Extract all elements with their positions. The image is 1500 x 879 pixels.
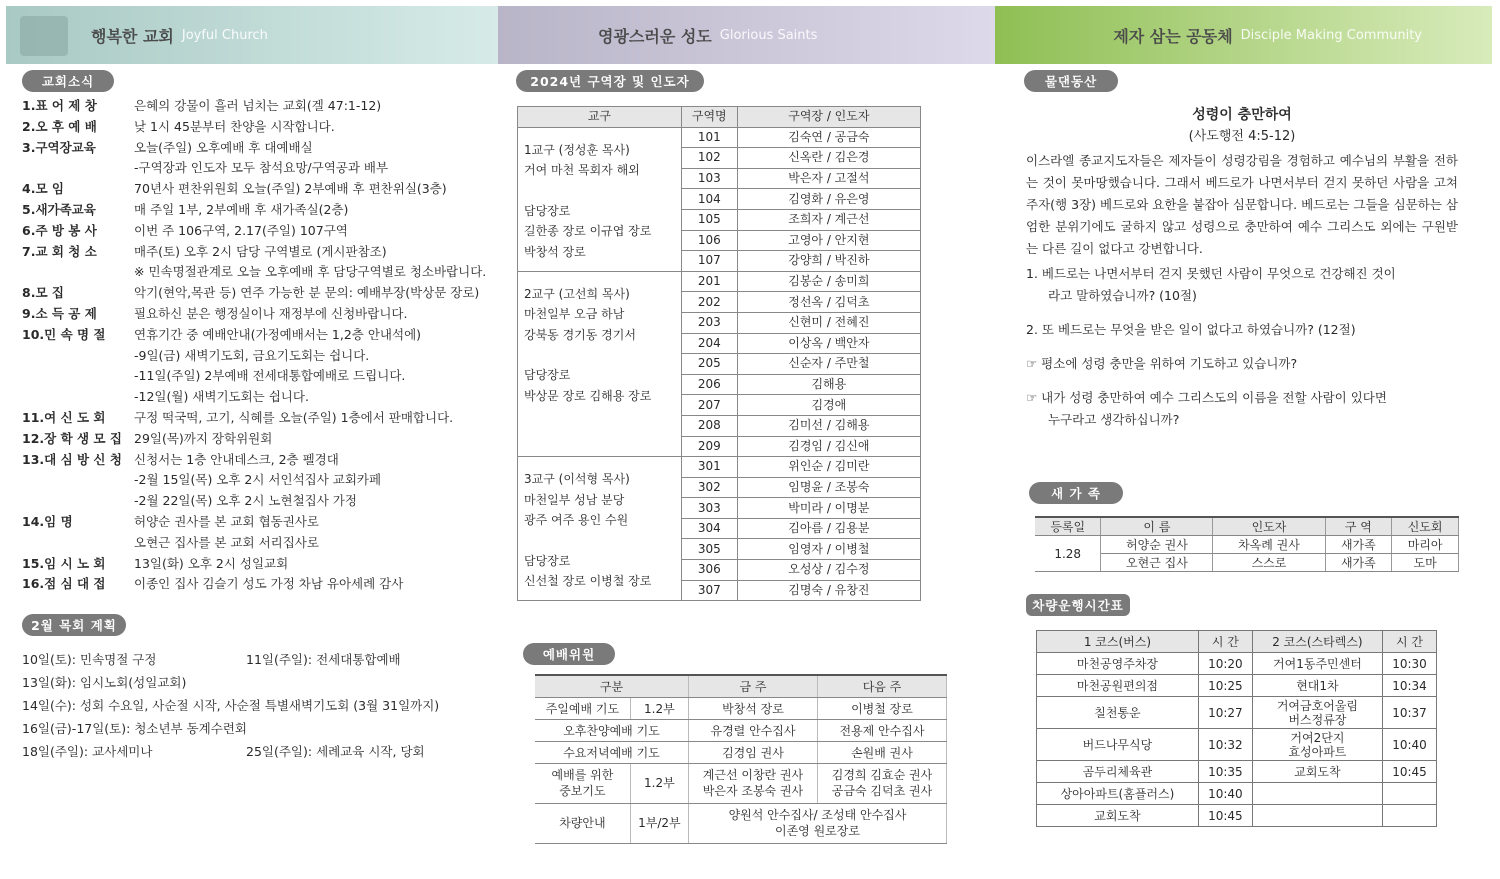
worship-role: 주일예배 기도: [535, 697, 630, 719]
notice-key: 13.대 심 방 신 청: [22, 451, 122, 467]
district-number: 205: [681, 354, 737, 375]
column-header: 이 름: [1101, 517, 1213, 536]
notice-item: [22, 96, 492, 117]
bus-cell: 교회도착: [1252, 761, 1382, 783]
bus-cell: 현대1차: [1252, 675, 1382, 697]
worship-role: 수요저녁예배 기도: [535, 741, 688, 763]
question-1-cont: 라고 말하였습니까? (10절): [1048, 288, 1197, 303]
table-row: [1037, 783, 1437, 805]
worship-person: 손원배 권사: [817, 741, 946, 763]
bus-cell: 거여금호어울림 버스정류장: [1252, 697, 1382, 729]
newcomer-cell: 도마: [1392, 554, 1459, 572]
group-line: [524, 180, 675, 200]
district-leaders: 김명숙 / 유창진: [737, 580, 920, 601]
district-number: 304: [681, 518, 737, 539]
notice-value: 필요하신 분은 행정실이나 재정부에 신청바랍니다.: [134, 305, 408, 321]
group-line: 길한종 장로 이규엽 장로: [524, 224, 652, 239]
study-title: 성령이 충만하여: [1192, 107, 1292, 123]
group-line: 2교구 (고선희 목사): [524, 286, 630, 301]
notice-item: [22, 221, 492, 242]
band-title: 행복한 교회: [91, 26, 174, 46]
worship-committee-table: [535, 674, 947, 844]
bus-cell: 칠천통운: [1037, 697, 1199, 729]
district-number: 105: [681, 209, 737, 230]
question-1: 1. 베드로는 나면서부터 걷지 못했던 사람이 무엇으로 건강해진 것이: [1026, 266, 1396, 281]
band-subtitle: Joyful Church: [181, 27, 268, 43]
table-row: [535, 741, 947, 763]
worship-role: 차량안내: [535, 803, 630, 843]
notice-item: [22, 574, 492, 595]
notice-value: 오늘(주일) 오후예배 후 대예배실: [134, 139, 313, 155]
worship-role: 예배를 위한 중보기도: [535, 763, 630, 803]
newcomer-cell: 새가족: [1325, 554, 1392, 572]
column-header: 구 역: [1325, 517, 1392, 536]
notice-value: 매주(토) 오후 2시 담당 구역별로 (게시판참조): [134, 243, 387, 259]
group-line: [524, 345, 675, 365]
district-group: [518, 457, 682, 601]
notice-key: 8.모 집: [22, 285, 64, 301]
bus-cell: 10:20: [1198, 653, 1252, 675]
district-number: 207: [681, 395, 737, 416]
notice-value: 허양순 권사를 본 교회 협동권사로: [134, 513, 319, 529]
group-line: 강북동 경기동 경기서: [524, 327, 636, 342]
plan-entry: 16일(금)-17일(토): 청소년부 동계수련회: [22, 721, 247, 736]
worship-person: 전용제 안수집사: [817, 719, 946, 741]
table-row: [535, 719, 947, 741]
bus-cell: 교회도착: [1037, 805, 1199, 827]
table-row: [535, 763, 947, 803]
bus-cell: [1252, 783, 1382, 805]
worship-person: 김경임 권사: [688, 741, 817, 763]
section-label-offering: 물댄동산: [1024, 70, 1118, 92]
column-header: 구역명: [681, 107, 737, 128]
bus-cell: 마천공영주차장: [1037, 653, 1199, 675]
notice-value: 29일(목)까지 장학위원회: [134, 430, 273, 446]
column-header: 교구: [518, 107, 682, 128]
column-header: 시 간: [1198, 631, 1252, 653]
table-row: [518, 127, 921, 148]
newcomer-cell: 스스로: [1213, 554, 1325, 572]
bus-cell: [1382, 805, 1436, 827]
group-line: 거여 마천 목회자 해외: [524, 163, 640, 177]
notice-item: [22, 117, 492, 138]
group-line: 신선철 장로 이병철 장로: [524, 574, 652, 589]
bus-schedule-table: [1036, 630, 1437, 827]
notice-key: 10.민 속 명 절: [22, 326, 106, 342]
group-line: 담당장로: [524, 203, 571, 218]
worship-person: 김경희 김효순 권사 공금숙 김덕초 권사: [817, 763, 946, 803]
worship-service: 1부/2부: [630, 803, 688, 843]
bus-cell: 10:27: [1198, 697, 1252, 729]
notice-value: 은혜의 강물이 흘러 넘치는 교회(겔 47:1-12): [134, 98, 382, 113]
district-leaders: 김영화 / 유은영: [737, 189, 920, 210]
group-line: [524, 530, 675, 550]
notice-value: 매 주일 1부, 2부예배 후 새가족실(2층): [134, 201, 349, 217]
notice-continuation: ※ 민속명절관계로 오늘 오후예배 후 담당구역별로 청소바랍니다.: [134, 264, 487, 280]
group-line: 담당장로: [524, 368, 571, 383]
worship-service: 1.2부: [630, 763, 688, 803]
plan-item: [22, 717, 492, 740]
notice-item: [22, 429, 492, 450]
newcomer-cell: 차옥례 권사: [1213, 536, 1325, 554]
notice-item: [22, 512, 492, 533]
district-number: 209: [681, 436, 737, 457]
band-title: 제자 삼는 공동체: [1113, 26, 1233, 46]
district-table: [517, 106, 921, 601]
section-label-feb-plan: 2월 목회 계획: [22, 614, 126, 636]
section-label-notice: 교회소식: [22, 70, 114, 92]
group-line: 담당장로: [524, 553, 571, 568]
table-header-row: [535, 675, 947, 697]
district-number: 104: [681, 189, 737, 210]
notice-key: 16.점 심 대 접: [22, 576, 106, 592]
header-band-joyful-church: [6, 6, 498, 64]
district-leaders: 신옥란 / 김은경: [737, 148, 920, 169]
district-leaders: 오성상 / 김수정: [737, 560, 920, 581]
new-family-table: [1035, 516, 1459, 572]
column-header: 시 간: [1382, 631, 1436, 653]
plan-item: [22, 648, 492, 671]
district-leaders: 이상옥 / 백안자: [737, 333, 920, 354]
group-line: 마천일부 성남 분당: [524, 492, 625, 507]
worship-role: 오후찬양예배 기도: [535, 719, 688, 741]
application-1: ☞ 평소에 성령 충만을 위하여 기도하고 있습니까?: [1026, 356, 1298, 371]
newcomer-cell: 오현근 집사: [1101, 554, 1213, 572]
notice-continuation: 오현근 집사를 본 교회 서리집사로: [134, 534, 319, 550]
bus-cell: 거여2단지 효성아파트: [1252, 729, 1382, 761]
district-number: 303: [681, 498, 737, 519]
notice-continuation: -2월 15일(목) 오후 2시 서인석집사 교회카페: [134, 472, 382, 488]
notice-key: 14.임 명: [22, 513, 73, 529]
table-row: [1037, 805, 1437, 827]
notice-continuation: -2월 22일(목) 오후 2시 노현철집사 가정: [134, 493, 357, 509]
table-row: [1037, 761, 1437, 783]
district-leaders: 임명윤 / 조봉숙: [737, 477, 920, 498]
district-leaders: 신순자 / 주만철: [737, 354, 920, 375]
district-leaders: 임영자 / 이병철: [737, 539, 920, 560]
district-leaders: 김경애: [737, 395, 920, 416]
worship-person: 양원석 안수집사/ 조성태 안수집사 이존영 원로장로: [688, 803, 946, 843]
section-label-new-family: 새 가 족: [1029, 482, 1123, 504]
notice-key: 3.구역장교육: [22, 139, 96, 155]
notice-item: [22, 554, 492, 575]
group-line: 박창석 장로: [524, 244, 586, 259]
district-leaders: 신현미 / 전혜진: [737, 312, 920, 333]
feb-plan-list: [22, 648, 492, 763]
district-number: 305: [681, 539, 737, 560]
study-reference: (사도행전 4:5-12): [1188, 129, 1296, 144]
plan-entry: 13일(화): 임시노회(성일교회): [22, 675, 187, 690]
bus-cell: 버드나무식당: [1037, 729, 1199, 761]
column-header: 구분: [535, 675, 688, 697]
notice-key: 5.새가족교육: [22, 201, 96, 217]
district-leaders: 정선옥 / 김덕초: [737, 292, 920, 313]
district-leaders: 김숙연 / 공금숙: [737, 127, 920, 148]
worship-person: 유경렬 안수집사: [688, 719, 817, 741]
table-header-row: [1035, 517, 1459, 536]
district-number: 302: [681, 477, 737, 498]
column-header: 인도자: [1213, 517, 1325, 536]
column-header: 1 코스(버스): [1037, 631, 1199, 653]
header-band-glorious-saints: [498, 6, 995, 64]
notice-value: 이번 주 106구역, 2.17(주일) 107구역: [134, 222, 348, 238]
district-number: 201: [681, 271, 737, 292]
bus-cell: 10:37: [1382, 697, 1436, 729]
district-group: [518, 127, 682, 271]
notice-value: 13일(화) 오후 2시 성일교회: [134, 555, 289, 571]
study-body: 이스라엘 종교지도자들은 제자들이 성령강림을 경험하고 예수님의 부활을 전하는 것이 못마땅했습니다. 그래서 베드로가 나면서부터 걷지 못하던 사람을 고쳐주자(행 3장) 베드로와 요한을 붙잡아 심문합니다. 베드로는 그들을 심문하는 삼엄한 분위기에도 굴하지 않고 성령으로 충만하여 예수 그리스도 외에는 구원받는 다른 길이 없다고 강변합니다.: [1026, 153, 1458, 256]
district-number: 107: [681, 251, 737, 272]
worship-person: 계근선 이창란 권사 박은자 조봉숙 권사: [688, 763, 817, 803]
bus-cell: 10:40: [1382, 729, 1436, 761]
bus-cell: 10:40: [1198, 783, 1252, 805]
district-leaders: 강양희 / 박진하: [737, 251, 920, 272]
newcomer-cell: 허양순 권사: [1101, 536, 1213, 554]
column-header: 신도회: [1392, 517, 1459, 536]
notice-continuation: -9일(금) 새벽기도회, 금요기도회는 쉽니다.: [134, 347, 370, 363]
group-line: 박상문 장로 김해용 장로: [524, 388, 652, 403]
district-number: 101: [681, 127, 737, 148]
notice-item: [22, 283, 492, 304]
plan-item: [22, 694, 492, 717]
section-label-bus: 차량운행시간표: [1026, 594, 1130, 616]
group-line: 3교구 (이석형 목사): [524, 472, 630, 487]
notice-value: 구정 떡국떡, 고기, 식혜를 오늘(주일) 1층에서 판매합니다.: [134, 409, 454, 425]
district-number: 103: [681, 168, 737, 189]
notice-value: 이종인 집사 김슬기 성도 가정 차남 유아세례 감사: [134, 576, 404, 592]
district-number: 202: [681, 292, 737, 313]
district-leaders: 박미라 / 이명분: [737, 498, 920, 519]
column-header: 다음 주: [817, 675, 946, 697]
plan-item: [22, 671, 492, 694]
notice-list: [22, 96, 492, 595]
bus-cell: 상아아파트(홈플러스): [1037, 783, 1199, 805]
table-row: [518, 457, 921, 478]
band-subtitle: Glorious Saints: [719, 27, 818, 43]
district-leaders: 김미선 / 김해용: [737, 415, 920, 436]
notice-value: 연휴기간 중 예배안내(가정예배서는 1,2층 안내석에): [134, 326, 422, 342]
notice-key: 1.표 어 제 창: [22, 98, 97, 113]
district-leaders: 위인순 / 김미란: [737, 457, 920, 478]
notice-key: 7.교 회 청 소: [22, 243, 97, 259]
notice-item: [22, 179, 492, 200]
district-number: 106: [681, 230, 737, 251]
district-leaders: 고영아 / 안지현: [737, 230, 920, 251]
table-row: [1037, 729, 1437, 761]
bus-cell: 10:45: [1382, 761, 1436, 783]
plan-entry: 25일(주일): 세례교육 시작, 당회: [246, 744, 425, 759]
plan-entry: 11일(주일): 전세대통합예배: [246, 652, 401, 667]
header-photo: [20, 16, 68, 56]
notice-item: [22, 450, 492, 471]
district-number: 301: [681, 457, 737, 478]
bus-cell: 10:30: [1382, 653, 1436, 675]
notice-key: 15.임 시 노 회: [22, 555, 106, 571]
district-number: 204: [681, 333, 737, 354]
notice-continuation: -12일(월) 새벽기도회는 쉽니다.: [134, 389, 309, 405]
table-row: [518, 271, 921, 292]
notice-item: [22, 408, 492, 429]
table-row: [1035, 536, 1459, 554]
district-leaders: 조희자 / 계근선: [737, 209, 920, 230]
table-row: [1037, 653, 1437, 675]
notice-continuation: -11일(주일) 2부예배 전세대통합예배로 드립니다.: [134, 368, 406, 384]
application-2-cont: 누구라고 생각하십니까?: [1048, 412, 1180, 427]
bus-cell: [1382, 783, 1436, 805]
notice-value: 신청서는 1층 안내데스크, 2층 펠경대: [134, 451, 339, 467]
district-number: 306: [681, 560, 737, 581]
worship-service: 1.2부: [630, 697, 688, 719]
table-header-row: [1037, 631, 1437, 653]
notice-key: 12.장 학 생 모 집: [22, 430, 122, 446]
bus-cell: 10:45: [1198, 805, 1252, 827]
notice-item: [22, 200, 492, 221]
table-row: [1037, 697, 1437, 729]
column-header: 구역장 / 인도자: [737, 107, 920, 128]
notice-item: [22, 304, 492, 325]
newcomer-cell: 새가족: [1325, 536, 1392, 554]
bus-cell: 거여1동주민센터: [1252, 653, 1382, 675]
district-number: 203: [681, 312, 737, 333]
notice-value: 70년사 편찬위원회 오늘(주일) 2부예배 후 편찬위실(3층): [134, 181, 447, 197]
district-number: 307: [681, 580, 737, 601]
group-line: 광주 여주 용인 수원: [524, 512, 629, 527]
group-line: 마천일부 오금 하남: [524, 307, 625, 322]
bus-cell: [1252, 805, 1382, 827]
column-header: 금 주: [688, 675, 817, 697]
district-number: 206: [681, 374, 737, 395]
plan-entry: 18일(주일): 교사세미나: [22, 744, 153, 759]
group-line: 1교구 (정성훈 목사): [524, 142, 630, 157]
bus-cell: 10:34: [1382, 675, 1436, 697]
question-2: 2. 또 베드로는 무엇을 받은 일이 없다고 하였습니까? (12절): [1026, 322, 1356, 337]
application-2: ☞ 내가 성령 충만하여 예수 그리스도의 이름을 전할 사람이 있다면: [1026, 390, 1387, 405]
district-group: [518, 271, 682, 456]
plan-entry: 10일(토): 민속명절 구정: [22, 652, 157, 667]
notice-key: 2.오 후 예 배: [22, 118, 97, 134]
bus-cell: 10:35: [1198, 761, 1252, 783]
district-leaders: 김경임 / 김신애: [737, 436, 920, 457]
header-band-disciple-community: [995, 6, 1492, 64]
district-number: 208: [681, 415, 737, 436]
notice-item: [22, 242, 492, 263]
band-title: 영광스러운 성도: [598, 26, 712, 46]
table-row: [1037, 675, 1437, 697]
section-label-worship: 예배위원: [523, 643, 615, 665]
district-leaders: 김봉순 / 송미희: [737, 271, 920, 292]
notice-item: [22, 138, 492, 159]
notice-key: 11.여 신 도 회: [22, 409, 106, 425]
worship-person: 박창석 장로: [688, 697, 817, 719]
notice-value: 악기(현악,목관 등) 연주 가능한 분 문의: 예배부장(박상문 장로): [134, 285, 480, 301]
notice-continuation: -구역장과 인도자 모두 참석요망/구역공과 배부: [134, 160, 389, 176]
table-row: [535, 803, 947, 843]
table-header-row: [518, 107, 921, 128]
plan-entry: 14일(수): 성회 수요일, 사순절 시작, 사순절 특별새벽기도회 (3월 31일까지): [22, 698, 440, 713]
notice-key: 9.소 득 공 제: [22, 305, 97, 321]
notice-item: [22, 325, 492, 346]
registration-date: 1.28: [1035, 536, 1101, 572]
plan-item: [22, 740, 492, 763]
column-header: 등록일: [1035, 517, 1101, 536]
bus-cell: 마천공원편의점: [1037, 675, 1199, 697]
section-label-district: 2024년 구역장 및 인도자: [516, 70, 704, 92]
bus-cell: 10:25: [1198, 675, 1252, 697]
notice-key: 6.주 방 봉 사: [22, 222, 97, 238]
worship-person: 이병철 장로: [817, 697, 946, 719]
notice-value: 낮 1시 45분부터 찬양을 시작합니다.: [134, 118, 335, 134]
bus-cell: 곰두리체육관: [1037, 761, 1199, 783]
bible-study: [1026, 104, 1458, 431]
district-leaders: 김아름 / 김용분: [737, 518, 920, 539]
band-subtitle: Disciple Making Community: [1240, 27, 1422, 43]
table-row: [535, 697, 947, 719]
column-header: 2 코스(스타렉스): [1252, 631, 1382, 653]
district-number: 102: [681, 148, 737, 169]
notice-key: 4.모 임: [22, 181, 64, 197]
bus-cell: 10:32: [1198, 729, 1252, 761]
district-leaders: 박은자 / 고절석: [737, 168, 920, 189]
newcomer-cell: 마리아: [1392, 536, 1459, 554]
district-leaders: 김해용: [737, 374, 920, 395]
